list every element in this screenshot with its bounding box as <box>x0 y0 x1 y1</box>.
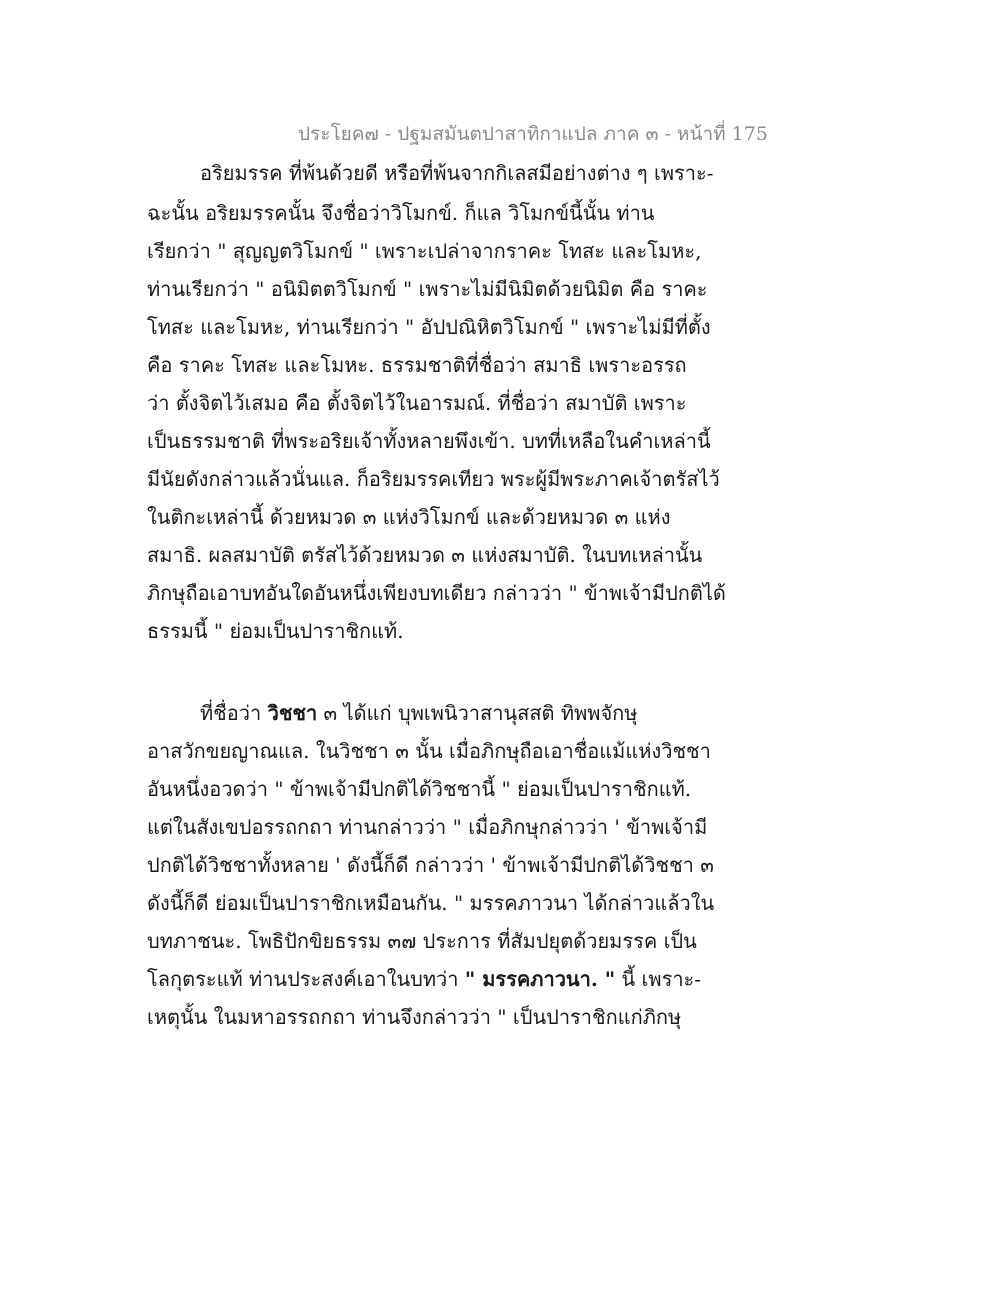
text-line: ฉะนั้น อริยมรรคนั้น จึงชื่อว่าวิโมกข์. ก็แล วิโมกข์นี้นั้น ท่าน <box>147 201 655 225</box>
text-line: ภิกษุถือเอาบทอันใดอันหนึ่งเพียงบทเดียว กล่าวว่า " ข้าพเจ้ามีปกติได้ <box>147 581 726 605</box>
text-line: ธรรมนี้ " ย่อมเป็นปาราชิกแท้. <box>147 619 404 643</box>
text-run: นี้ เพราะ- <box>615 967 702 991</box>
text-line: มีนัยดังกล่าวแล้วนั่นแล. ก็อริยมรรคเทียว พระผู้มีพระภาคเจ้าตรัสไว้ <box>147 467 720 491</box>
text-run: ที่ชื่อว่า <box>200 701 268 725</box>
text-line <box>200 700 637 726</box>
page-header: ประโยค๗ - ปฐมสมันตปาสาทิกาแปล ภาค ๓ - หน้าที่ 175 <box>298 123 768 145</box>
bold-term: " มรรคภาวนา. " <box>464 967 616 991</box>
text-run: ๓ ได้แก่ บุพเพนิวาสานุสสติ ทิพพจักษุ <box>317 701 638 725</box>
text-line: อันหนึ่งอวดว่า " ข้าพเจ้ามีปกติได้วิชชานี้ " ย่อมเป็นปาราชิกแท้. <box>147 777 692 801</box>
text-line: เรียกว่า " สุญญตวิโมกข์ " เพราะเปล่าจากราคะ โทสะ และโมหะ, <box>147 239 702 263</box>
text-line: เหตุนั้น ในมหาอรรถกถา ท่านจึงกล่าวว่า " เป็นปาราชิกแก่ภิกษุ <box>147 1005 682 1029</box>
text-line: ในติกะเหล่านี้ ด้วยหมวด ๓ แห่งวิโมกข์ และด้วยหมวด ๓ แห่ง <box>147 505 671 529</box>
text-line: ท่านเรียกว่า " อนิมิตตวิโมกข์ " เพราะไม่มีนิมิตด้วยนิมิต คือ ราคะ <box>147 277 708 301</box>
text-line: ดังนี้ก็ดี ย่อมเป็นปาราชิกเหมือนกัน. " มรรคภาวนา ได้กล่าวแล้วใน <box>147 891 715 915</box>
text-line <box>147 966 701 992</box>
text-line: โทสะ และโมหะ, ท่านเรียกว่า " อัปปณิหิตวิโมกข์ " เพราะไม่มีที่ตั้ง <box>147 315 711 339</box>
text-line: คือ ราคะ โทสะ และโมหะ. ธรรมชาติที่ชื่อว่า สมาธิ เพราะอรรถ <box>147 353 687 377</box>
text-line: สมาธิ. ผลสมาบัติ ตรัสไว้ด้วยหมวด ๓ แห่งสมาบัติ. ในบทเหล่านั้น <box>147 543 703 567</box>
text-line: ว่า ตั้งจิตไว้เสมอ คือ ตั้งจิตไว้ในอารมณ์. ที่ชื่อว่า สมาบัติ เพราะ <box>147 391 687 415</box>
text-line: บทภาชนะ. โพธิปักขิยธรรม ๓๗ ประการ ที่สัมปยุตด้วยมรรค เป็น <box>147 929 697 953</box>
text-line: แต่ในสังเขปอรรถกถา ท่านกล่าวว่า " เมื่อภิกษุกล่าวว่า ' ข้าพเจ้ามี <box>147 815 708 839</box>
text-line: ปกติได้วิชชาทั้งหลาย ' ดังนี้ก็ดี กล่าวว่า ' ข้าพเจ้ามีปกติได้วิชชา ๓ <box>147 853 714 877</box>
text-line: อาสวักขยญาณแล. ในวิชชา ๓ นั้น เมื่อภิกษุถือเอาชื่อแม้แห่งวิชชา <box>147 739 711 763</box>
text-run: โลกุตระแท้ ท่านประสงค์เอาในบทว่า <box>147 967 465 991</box>
bold-term: วิชชา <box>267 701 318 725</box>
text-line: เป็นธรรมชาติ ที่พระอริยเจ้าทั้งหลายพึงเข้า. บทที่เหลือในคำเหล่านี้ <box>147 429 711 453</box>
text-line: อริยมรรค ที่พ้นด้วยดี หรือที่พ้นจากกิเลสมีอย่างต่าง ๆ เพราะ- <box>200 161 714 185</box>
